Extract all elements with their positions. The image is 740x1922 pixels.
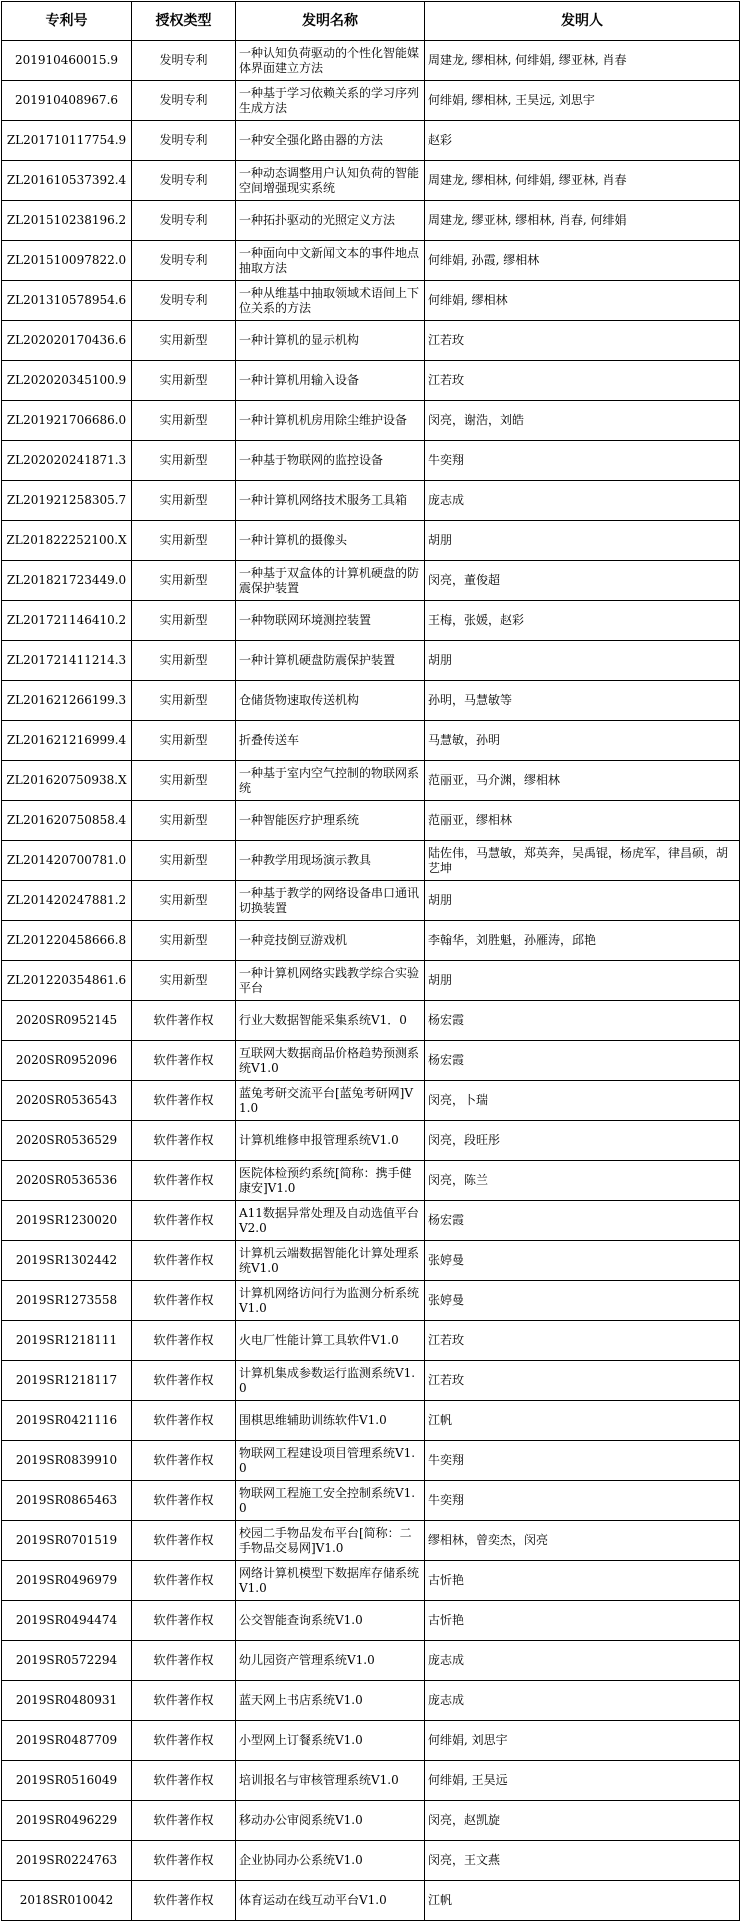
grant-type-cell: 软件著作权 bbox=[132, 1641, 236, 1681]
invention-name-cell: 校园二手物品发布平台[简称：二手物品交易网]V1.0 bbox=[236, 1521, 425, 1561]
inventors-cell: 江若玫 bbox=[425, 321, 740, 361]
table-row bbox=[2, 1441, 740, 1481]
table-row bbox=[2, 481, 740, 521]
invention-name-cell: 一种基于教学的网络设备串口通讯切换装置 bbox=[236, 881, 425, 921]
table-row bbox=[2, 761, 740, 801]
patent-number-cell: 2019SR0701519 bbox=[2, 1521, 132, 1561]
inventors-cell: 孙明，马慧敏等 bbox=[425, 681, 740, 721]
inventors-cell: 闵亮，谢浩，刘皓 bbox=[425, 401, 740, 441]
table-row bbox=[2, 1881, 740, 1921]
inventors-cell: 周建龙, 缪相林, 何绯娟, 缪亚林, 肖春 bbox=[425, 161, 740, 201]
grant-type-cell: 软件著作权 bbox=[132, 1761, 236, 1801]
table-row bbox=[2, 201, 740, 241]
inventors-cell: 范丽亚，马介渊，缪相林 bbox=[425, 761, 740, 801]
inventors-cell: 江帆 bbox=[425, 1401, 740, 1441]
table-body bbox=[2, 41, 740, 1921]
inventors-cell: 牛奕翔 bbox=[425, 1481, 740, 1521]
table-row bbox=[2, 321, 740, 361]
table-row bbox=[2, 281, 740, 321]
invention-name-cell: 一种竞技倒豆游戏机 bbox=[236, 921, 425, 961]
patent-number-cell: ZL201620750938.X bbox=[2, 761, 132, 801]
invention-name-cell: 一种计算机网络实践教学综合实验平台 bbox=[236, 961, 425, 1001]
table-row bbox=[2, 441, 740, 481]
grant-type-cell: 实用新型 bbox=[132, 361, 236, 401]
inventors-cell: 庞志成 bbox=[425, 481, 740, 521]
grant-type-cell: 实用新型 bbox=[132, 681, 236, 721]
patent-number-cell: ZL202020345100.9 bbox=[2, 361, 132, 401]
table-row bbox=[2, 1601, 740, 1641]
invention-name-cell: 蓝兔考研交流平台[蓝兔考研网]V1.0 bbox=[236, 1081, 425, 1121]
invention-name-cell: 幼儿园资产管理系统V1.0 bbox=[236, 1641, 425, 1681]
patent-number-cell: 2020SR0536529 bbox=[2, 1121, 132, 1161]
patent-number-cell: ZL201921258305.7 bbox=[2, 481, 132, 521]
table-row bbox=[2, 1121, 740, 1161]
grant-type-cell: 软件著作权 bbox=[132, 1241, 236, 1281]
inventors-cell: 赵彩 bbox=[425, 121, 740, 161]
inventors-cell: 闵亮，赵凯旋 bbox=[425, 1801, 740, 1841]
header-patent-number: 专利号 bbox=[2, 2, 132, 41]
grant-type-cell: 发明专利 bbox=[132, 121, 236, 161]
table-row bbox=[2, 641, 740, 681]
header-grant-type: 授权类型 bbox=[132, 2, 236, 41]
grant-type-cell: 软件著作权 bbox=[132, 1681, 236, 1721]
table-row bbox=[2, 521, 740, 561]
inventors-cell: 何绯娟, 孙霞, 缪相林 bbox=[425, 241, 740, 281]
table-row bbox=[2, 1561, 740, 1601]
inventors-cell: 何绯娟, 缪相林, 王昊远, 刘思宇 bbox=[425, 81, 740, 121]
patent-number-cell: 2019SR0516049 bbox=[2, 1761, 132, 1801]
table-row bbox=[2, 1641, 740, 1681]
table-row bbox=[2, 1841, 740, 1881]
patent-number-cell: 2019SR0865463 bbox=[2, 1481, 132, 1521]
header-row bbox=[2, 2, 740, 41]
table-row bbox=[2, 921, 740, 961]
grant-type-cell: 软件著作权 bbox=[132, 1161, 236, 1201]
inventors-cell: 胡朋 bbox=[425, 641, 740, 681]
inventors-cell: 江若玫 bbox=[425, 1321, 740, 1361]
invention-name-cell: 移动办公审阅系统V1.0 bbox=[236, 1801, 425, 1841]
table-row bbox=[2, 1361, 740, 1401]
grant-type-cell: 实用新型 bbox=[132, 881, 236, 921]
grant-type-cell: 实用新型 bbox=[132, 601, 236, 641]
invention-name-cell: 围棋思维辅助训练软件V1.0 bbox=[236, 1401, 425, 1441]
grant-type-cell: 软件著作权 bbox=[132, 1081, 236, 1121]
table-row bbox=[2, 801, 740, 841]
table-row bbox=[2, 1481, 740, 1521]
invention-name-cell: 一种基于学习依赖关系的学习序列生成方法 bbox=[236, 81, 425, 121]
invention-name-cell: 培训报名与审核管理系统V1.0 bbox=[236, 1761, 425, 1801]
grant-type-cell: 实用新型 bbox=[132, 961, 236, 1001]
invention-name-cell: 火电厂性能计算工具软件V1.0 bbox=[236, 1321, 425, 1361]
patent-number-cell: ZL202020170436.6 bbox=[2, 321, 132, 361]
patent-number-cell: 2019SR1218111 bbox=[2, 1321, 132, 1361]
grant-type-cell: 实用新型 bbox=[132, 721, 236, 761]
grant-type-cell: 实用新型 bbox=[132, 761, 236, 801]
invention-name-cell: 一种计算机的显示机构 bbox=[236, 321, 425, 361]
invention-name-cell: 一种安全强化路由器的方法 bbox=[236, 121, 425, 161]
invention-name-cell: 一种计算机硬盘防震保护装置 bbox=[236, 641, 425, 681]
table-row bbox=[2, 1521, 740, 1561]
table-row bbox=[2, 561, 740, 601]
patent-number-cell: ZL201620750858.4 bbox=[2, 801, 132, 841]
patent-number-cell: ZL201721411214.3 bbox=[2, 641, 132, 681]
inventors-cell: 胡朋 bbox=[425, 521, 740, 561]
grant-type-cell: 软件著作权 bbox=[132, 1801, 236, 1841]
grant-type-cell: 发明专利 bbox=[132, 241, 236, 281]
patent-number-cell: 2019SR0496229 bbox=[2, 1801, 132, 1841]
patent-number-cell: 2020SR0536536 bbox=[2, 1161, 132, 1201]
inventors-cell: 陆佐伟，马慧敏，郑英奔，吴禹锟，杨虎军，律昌硕，胡艺坤 bbox=[425, 841, 740, 881]
patent-number-cell: ZL201420700781.0 bbox=[2, 841, 132, 881]
grant-type-cell: 软件著作权 bbox=[132, 1001, 236, 1041]
invention-name-cell: 一种计算机机房用除尘维护设备 bbox=[236, 401, 425, 441]
grant-type-cell: 软件著作权 bbox=[132, 1281, 236, 1321]
invention-name-cell: 网络计算机模型下数据库存储系统V1.0 bbox=[236, 1561, 425, 1601]
patent-number-cell: 2019SR0480931 bbox=[2, 1681, 132, 1721]
table-row bbox=[2, 1721, 740, 1761]
table-row bbox=[2, 681, 740, 721]
grant-type-cell: 实用新型 bbox=[132, 481, 236, 521]
invention-name-cell: 一种基于物联网的监控设备 bbox=[236, 441, 425, 481]
patent-number-cell: 2019SR0839910 bbox=[2, 1441, 132, 1481]
inventors-cell: 王梅，张媛，赵彩 bbox=[425, 601, 740, 641]
inventors-cell: 周建龙, 缪相林, 何绯娟, 缪亚林, 肖春 bbox=[425, 41, 740, 81]
inventors-cell: 江帆 bbox=[425, 1881, 740, 1921]
table-row bbox=[2, 1081, 740, 1121]
header-invention-name: 发明名称 bbox=[236, 2, 425, 41]
invention-name-cell: 公交智能查询系统V1.0 bbox=[236, 1601, 425, 1641]
grant-type-cell: 软件著作权 bbox=[132, 1521, 236, 1561]
inventors-cell: 庞志成 bbox=[425, 1681, 740, 1721]
table-row bbox=[2, 41, 740, 81]
grant-type-cell: 软件著作权 bbox=[132, 1121, 236, 1161]
patent-number-cell: 2019SR0496979 bbox=[2, 1561, 132, 1601]
invention-name-cell: 互联网大数据商品价格趋势预测系统V1.0 bbox=[236, 1041, 425, 1081]
patent-number-cell: 2019SR0487709 bbox=[2, 1721, 132, 1761]
patent-number-cell: 2019SR1273558 bbox=[2, 1281, 132, 1321]
invention-name-cell: 物联网工程施工安全控制系统V1.0 bbox=[236, 1481, 425, 1521]
invention-name-cell: 一种智能医疗护理系统 bbox=[236, 801, 425, 841]
invention-name-cell: 行业大数据智能采集系统V1．0 bbox=[236, 1001, 425, 1041]
invention-name-cell: A11数据异常处理及自动选值平台V2.0 bbox=[236, 1201, 425, 1241]
patent-number-cell: 2020SR0952096 bbox=[2, 1041, 132, 1081]
invention-name-cell: 计算机维修申报管理系统V1.0 bbox=[236, 1121, 425, 1161]
patent-number-cell: 2020SR0952145 bbox=[2, 1001, 132, 1041]
grant-type-cell: 实用新型 bbox=[132, 801, 236, 841]
invention-name-cell: 物联网工程建设项目管理系统V1.0 bbox=[236, 1441, 425, 1481]
patent-number-cell: ZL201710117754.9 bbox=[2, 121, 132, 161]
patent-number-cell: 2019SR0421116 bbox=[2, 1401, 132, 1441]
grant-type-cell: 软件著作权 bbox=[132, 1441, 236, 1481]
header-inventors: 发明人 bbox=[425, 2, 740, 41]
table-row bbox=[2, 1281, 740, 1321]
invention-name-cell: 一种拓扑驱动的光照定义方法 bbox=[236, 201, 425, 241]
patent-number-cell: 2019SR0494474 bbox=[2, 1601, 132, 1641]
patent-number-cell: ZL201510097822.0 bbox=[2, 241, 132, 281]
grant-type-cell: 实用新型 bbox=[132, 641, 236, 681]
inventors-cell: 马慧敏，孙明 bbox=[425, 721, 740, 761]
grant-type-cell: 实用新型 bbox=[132, 521, 236, 561]
grant-type-cell: 发明专利 bbox=[132, 281, 236, 321]
patent-number-cell: 2020SR0536543 bbox=[2, 1081, 132, 1121]
patent-number-cell: ZL201510238196.2 bbox=[2, 201, 132, 241]
inventors-cell: 李翰华，刘胜魁，孙雁涛，邱艳 bbox=[425, 921, 740, 961]
inventors-cell: 杨宏霞 bbox=[425, 1041, 740, 1081]
grant-type-cell: 实用新型 bbox=[132, 321, 236, 361]
grant-type-cell: 发明专利 bbox=[132, 201, 236, 241]
inventors-cell: 江若玫 bbox=[425, 361, 740, 401]
invention-name-cell: 一种从维基中抽取领域术语间上下位关系的方法 bbox=[236, 281, 425, 321]
invention-name-cell: 一种计算机的摄像头 bbox=[236, 521, 425, 561]
inventors-cell: 闵亮，董俊超 bbox=[425, 561, 740, 601]
grant-type-cell: 软件著作权 bbox=[132, 1721, 236, 1761]
table-row bbox=[2, 1321, 740, 1361]
inventors-cell: 何绯娟, 刘思宇 bbox=[425, 1721, 740, 1761]
invention-name-cell: 一种计算机用输入设备 bbox=[236, 361, 425, 401]
grant-type-cell: 软件著作权 bbox=[132, 1361, 236, 1401]
table-row bbox=[2, 1001, 740, 1041]
inventors-cell: 杨宏霞 bbox=[425, 1001, 740, 1041]
grant-type-cell: 软件著作权 bbox=[132, 1041, 236, 1081]
invention-name-cell: 计算机集成参数运行监测系统V1.0 bbox=[236, 1361, 425, 1401]
patent-number-cell: ZL202020241871.3 bbox=[2, 441, 132, 481]
inventors-cell: 庞志成 bbox=[425, 1641, 740, 1681]
inventors-cell: 牛奕翔 bbox=[425, 441, 740, 481]
table-row bbox=[2, 361, 740, 401]
patent-number-cell: ZL201821723449.0 bbox=[2, 561, 132, 601]
patent-number-cell: ZL201921706686.0 bbox=[2, 401, 132, 441]
invention-name-cell: 仓储货物速取传送机构 bbox=[236, 681, 425, 721]
invention-name-cell: 医院体检预约系统[简称：携手健康安]V1.0 bbox=[236, 1161, 425, 1201]
patent-number-cell: ZL201420247881.2 bbox=[2, 881, 132, 921]
patent-number-cell: ZL201220354861.6 bbox=[2, 961, 132, 1001]
invention-name-cell: 一种教学用现场演示教具 bbox=[236, 841, 425, 881]
invention-name-cell: 折叠传送车 bbox=[236, 721, 425, 761]
patent-number-cell: 2019SR0572294 bbox=[2, 1641, 132, 1681]
invention-name-cell: 计算机网络访问行为监测分析系统V1.0 bbox=[236, 1281, 425, 1321]
patent-number-cell: 2018SR010042 bbox=[2, 1881, 132, 1921]
inventors-cell: 范丽亚，缪相林 bbox=[425, 801, 740, 841]
inventors-cell: 何绯娟, 王昊远 bbox=[425, 1761, 740, 1801]
grant-type-cell: 软件著作权 bbox=[132, 1561, 236, 1601]
table-row bbox=[2, 81, 740, 121]
grant-type-cell: 软件著作权 bbox=[132, 1601, 236, 1641]
table-row bbox=[2, 1241, 740, 1281]
inventors-cell: 何绯娟, 缪相林 bbox=[425, 281, 740, 321]
invention-name-cell: 一种物联网环境测控装置 bbox=[236, 601, 425, 641]
table-row bbox=[2, 1801, 740, 1841]
patent-number-cell: ZL201822252100.X bbox=[2, 521, 132, 561]
patent-number-cell: 2019SR0224763 bbox=[2, 1841, 132, 1881]
grant-type-cell: 实用新型 bbox=[132, 561, 236, 601]
patent-number-cell: ZL201310578954.6 bbox=[2, 281, 132, 321]
patent-number-cell: ZL201220458666.8 bbox=[2, 921, 132, 961]
invention-name-cell: 体育运动在线互动平台V1.0 bbox=[236, 1881, 425, 1921]
invention-name-cell: 一种面向中文新闻文本的事件地点抽取方法 bbox=[236, 241, 425, 281]
table-row bbox=[2, 1401, 740, 1441]
patent-number-cell: 2019SR1218117 bbox=[2, 1361, 132, 1401]
grant-type-cell: 发明专利 bbox=[132, 81, 236, 121]
table-row bbox=[2, 401, 740, 441]
grant-type-cell: 软件著作权 bbox=[132, 1481, 236, 1521]
inventors-cell: 张婷曼 bbox=[425, 1281, 740, 1321]
patent-number-cell: 201910408967.6 bbox=[2, 81, 132, 121]
table-row bbox=[2, 601, 740, 641]
inventors-cell: 杨宏霞 bbox=[425, 1201, 740, 1241]
table-row bbox=[2, 1041, 740, 1081]
patent-number-cell: ZL201621266199.3 bbox=[2, 681, 132, 721]
table-row bbox=[2, 841, 740, 881]
inventors-cell: 张婷曼 bbox=[425, 1241, 740, 1281]
grant-type-cell: 实用新型 bbox=[132, 841, 236, 881]
inventors-cell: 闵亮，陈兰 bbox=[425, 1161, 740, 1201]
invention-name-cell: 一种基于室内空气控制的物联网系统 bbox=[236, 761, 425, 801]
inventors-cell: 胡朋 bbox=[425, 881, 740, 921]
inventors-cell: 牛奕翔 bbox=[425, 1441, 740, 1481]
inventors-cell: 闵亮，卜瑞 bbox=[425, 1081, 740, 1121]
invention-name-cell: 小型网上订餐系统V1.0 bbox=[236, 1721, 425, 1761]
patent-number-cell: 2019SR1230020 bbox=[2, 1201, 132, 1241]
table-row bbox=[2, 881, 740, 921]
grant-type-cell: 软件著作权 bbox=[132, 1881, 236, 1921]
invention-name-cell: 一种基于双盒体的计算机硬盘的防震保护装置 bbox=[236, 561, 425, 601]
table-row bbox=[2, 721, 740, 761]
inventors-cell: 闵亮，王文燕 bbox=[425, 1841, 740, 1881]
inventors-cell: 古忻艳 bbox=[425, 1561, 740, 1601]
inventors-cell: 古忻艳 bbox=[425, 1601, 740, 1641]
table-row bbox=[2, 161, 740, 201]
invention-name-cell: 企业协同办公系统V1.0 bbox=[236, 1841, 425, 1881]
grant-type-cell: 软件著作权 bbox=[132, 1321, 236, 1361]
table-row bbox=[2, 1161, 740, 1201]
patent-number-cell: 2019SR1302442 bbox=[2, 1241, 132, 1281]
grant-type-cell: 软件著作权 bbox=[132, 1201, 236, 1241]
patent-number-cell: 201910460015.9 bbox=[2, 41, 132, 81]
inventors-cell: 闵亮，段旺彤 bbox=[425, 1121, 740, 1161]
inventors-cell: 周建龙, 缪亚林, 缪相林, 肖春, 何绯娟 bbox=[425, 201, 740, 241]
grant-type-cell: 发明专利 bbox=[132, 161, 236, 201]
patent-number-cell: ZL201621216999.4 bbox=[2, 721, 132, 761]
table-row bbox=[2, 961, 740, 1001]
grant-type-cell: 实用新型 bbox=[132, 401, 236, 441]
patent-table bbox=[1, 1, 740, 1921]
inventors-cell: 缪相林，曾奕杰，闵亮 bbox=[425, 1521, 740, 1561]
table-row bbox=[2, 241, 740, 281]
grant-type-cell: 发明专利 bbox=[132, 41, 236, 81]
table-row bbox=[2, 1761, 740, 1801]
patent-number-cell: ZL201721146410.2 bbox=[2, 601, 132, 641]
inventors-cell: 江若玫 bbox=[425, 1361, 740, 1401]
invention-name-cell: 一种计算机网络技术服务工具箱 bbox=[236, 481, 425, 521]
grant-type-cell: 实用新型 bbox=[132, 921, 236, 961]
grant-type-cell: 实用新型 bbox=[132, 441, 236, 481]
table-row bbox=[2, 121, 740, 161]
inventors-cell: 胡朋 bbox=[425, 961, 740, 1001]
invention-name-cell: 一种认知负荷驱动的个性化智能媒体界面建立方法 bbox=[236, 41, 425, 81]
table-row bbox=[2, 1681, 740, 1721]
invention-name-cell: 一种动态调整用户认知负荷的智能空间增强现实系统 bbox=[236, 161, 425, 201]
patent-number-cell: ZL201610537392.4 bbox=[2, 161, 132, 201]
table-row bbox=[2, 1201, 740, 1241]
invention-name-cell: 计算机云端数据智能化计算处理系统V1.0 bbox=[236, 1241, 425, 1281]
grant-type-cell: 软件著作权 bbox=[132, 1841, 236, 1881]
grant-type-cell: 软件著作权 bbox=[132, 1401, 236, 1441]
invention-name-cell: 蓝天网上书店系统V1.0 bbox=[236, 1681, 425, 1721]
